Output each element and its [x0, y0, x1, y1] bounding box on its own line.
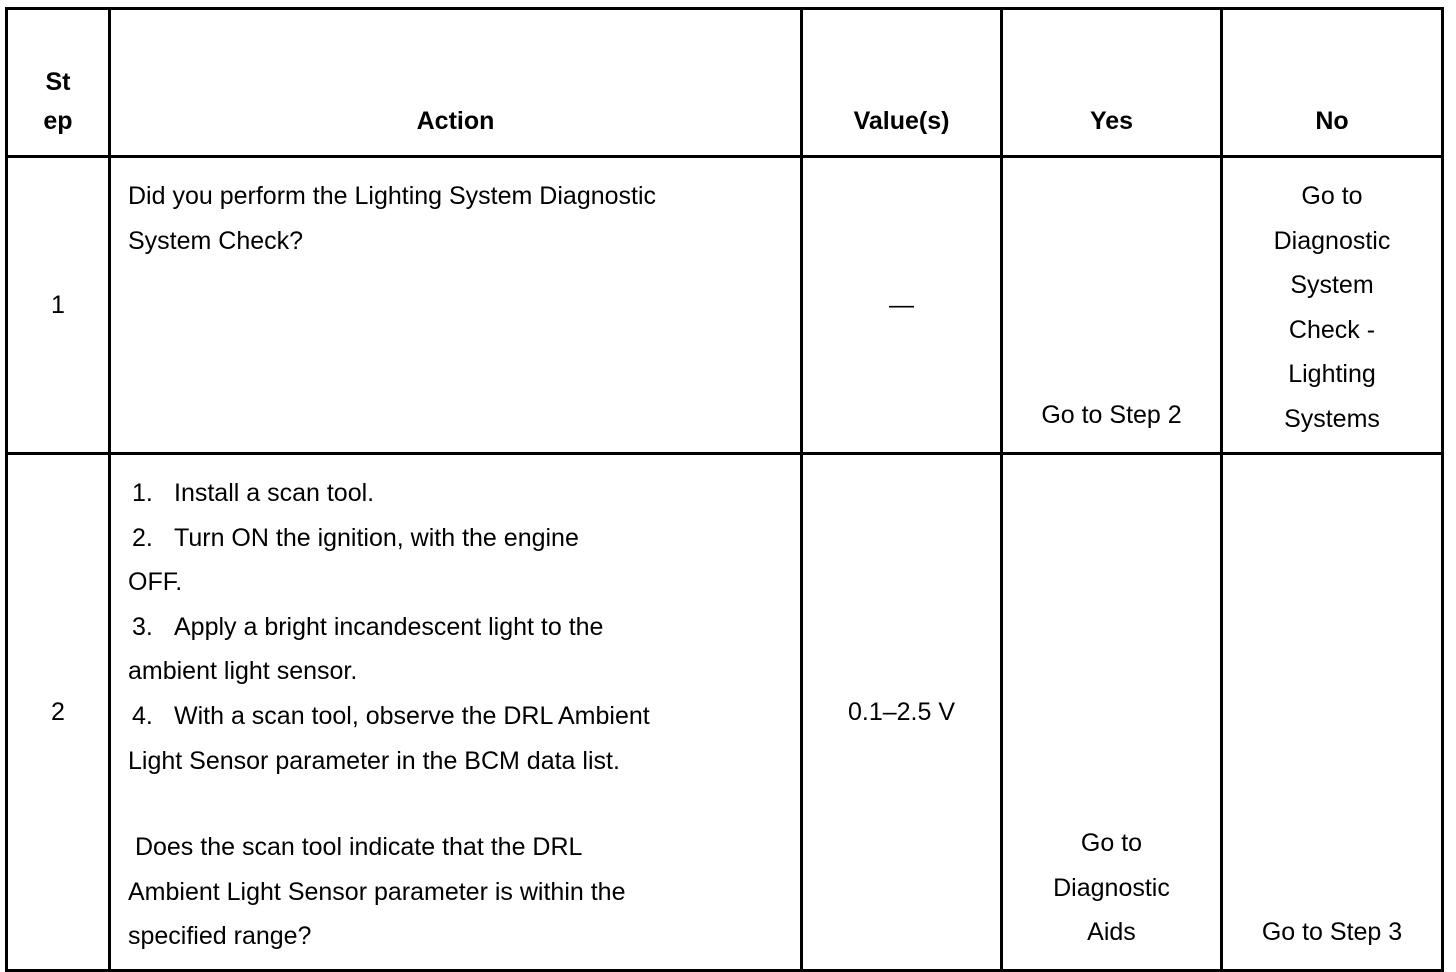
action-item	[128, 605, 790, 650]
action-cell	[110, 157, 802, 454]
table-row	[7, 454, 1443, 971]
yes-cell: Go to Step 2	[1002, 157, 1222, 454]
step-number: 2	[7, 454, 110, 971]
item-text: Apply a bright incandescent light to the	[174, 612, 604, 641]
item-number: 3.	[132, 612, 153, 641]
action-item	[128, 516, 790, 561]
step-number: 1	[7, 157, 110, 454]
value-cell: 0.1–2.5 V	[802, 454, 1002, 971]
item-continuation: Light Sensor parameter in the BCM data list.	[128, 746, 620, 775]
question-line: Does the scan tool indicate that the DRL	[128, 833, 583, 862]
action-item	[128, 694, 790, 739]
no-text-line: Systems	[1284, 404, 1380, 433]
item-number: 4.	[132, 701, 153, 730]
value-cell: —	[802, 157, 1002, 454]
header-step	[7, 9, 110, 157]
action-item	[128, 471, 790, 516]
yes-cell	[1002, 454, 1222, 971]
yes-text-line: Diagnostic	[1053, 873, 1170, 902]
item-continuation: OFF.	[128, 568, 183, 597]
yes-text-line: Go to	[1080, 829, 1143, 858]
item-text: Install a scan tool.	[174, 479, 375, 507]
question-line: Ambient Light Sensor parameter is within the	[128, 877, 626, 906]
diagnostic-table	[5, 7, 1444, 972]
no-text-line: Check -	[1288, 315, 1376, 344]
item-continuation: ambient light sensor.	[128, 657, 358, 686]
no-text-line: Go to	[1301, 182, 1363, 210]
yes-text-line: Aids	[1087, 918, 1136, 947]
no-text-line: Diagnostic	[1273, 226, 1391, 255]
action-text-line: System Check?	[128, 226, 304, 255]
header-step-line2: ep	[43, 107, 73, 135]
header-step-line1: St	[45, 68, 71, 96]
header-no: No	[1222, 9, 1443, 157]
no-cell: Go to Step 3	[1222, 454, 1443, 971]
header-action: Action	[110, 9, 802, 157]
action-text-line: Did you perform the Lighting System Diagnostic	[128, 182, 657, 210]
item-text: With a scan tool, observe the DRL Ambient	[174, 701, 650, 730]
no-text-line: System	[1290, 271, 1374, 300]
header-row	[7, 9, 1443, 157]
action-cell	[110, 454, 802, 971]
no-text-line: Lighting	[1288, 360, 1376, 389]
item-number: 1.	[132, 479, 153, 507]
header-yes: Yes	[1002, 9, 1222, 157]
no-cell	[1222, 157, 1443, 454]
item-text: Turn ON the ignition, with the engine	[174, 523, 579, 552]
question-line: specified range?	[128, 922, 312, 951]
table-row	[7, 157, 1443, 454]
item-number: 2.	[132, 523, 153, 552]
spacer	[128, 783, 790, 825]
header-values: Value(s)	[802, 9, 1002, 157]
